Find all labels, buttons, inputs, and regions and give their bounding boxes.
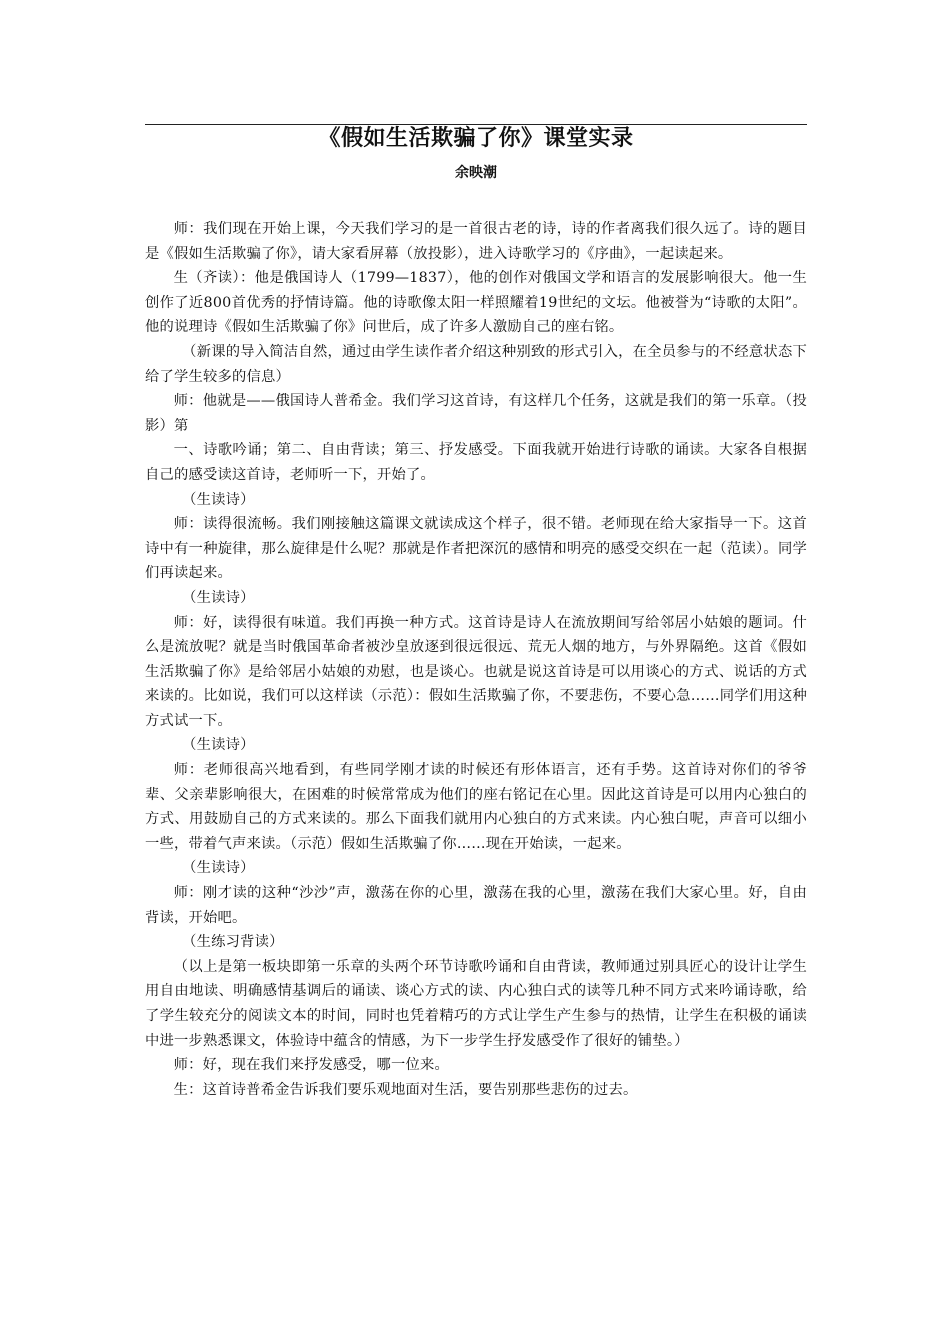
author-name: 余映潮 — [455, 165, 497, 181]
paragraph: 师：好，读得很有味道。我们再换一种方式。这首诗是诗人在流放期间写给邻居小姑娘的题词。什么是流放呢？就是当时俄国革命者被沙皇放逐到很远很远、荒无人烟的地方，与外界隔绝。这首《假如生活欺骗了你》是给邻居小姑娘的劝慰，也是谈心。也就是说这首诗是可以用谈心的方式、说话的方式来读的。比如说，我们可以这样读（示范）：假如生活欺骗了你，不要悲伤，不要心急……同学们用这种方式试一下。 — [145, 614, 807, 729]
commentary-paragraph: （新课的导入简洁自然，通过由学生读作者介绍这种别致的形式引入，在全员参与的不经意状态下给了学生较多的信息） — [145, 343, 807, 385]
document-body — [145, 217, 807, 1102]
stage-direction: （生读诗） — [182, 860, 255, 877]
stage-direction: （生练习背读） — [182, 934, 284, 951]
paragraph: 生（齐读）：他是俄国诗人（1799—1837），他的创作对俄国文学和语言的发展影响很大。他一生创作了近800首优秀的抒情诗篇。他的诗歌像太阳一样照耀着19世纪的文坛。他被誉为“诗歌的太阳”。他的说理诗《假如生活欺骗了你》问世后，成了许多人激励自己的座右铭。 — [145, 270, 807, 336]
paragraph: 师：刚才读的这种“沙沙”声，激荡在你的心里，激荡在我的心里，激荡在我们大家心里。好，自由背读，开始吧。 — [145, 885, 807, 926]
paragraph: 师：他就是——俄国诗人普希金。我们学习这首诗，有这样几个任务，这就是我们的第一乐章。（投影）第 — [145, 393, 807, 434]
stage-direction: （生读诗） — [182, 737, 255, 754]
document-title: 《假如生活欺骗了你》课堂实录 — [318, 126, 634, 151]
commentary-paragraph: （以上是第一板块即第一乐章的头两个环节诗歌吟诵和自由背读，教师通过别具匠心的设计让学生用自由地读、明确感情基调后的诵读、谈心方式的读、内心独白式的读等几种不同方式来吟诵诗歌，给了学生较充分的阅读文本的时间，同时也凭着精巧的方式让学生产生参与的热情，让学生在积极的诵读中进一步熟悉课文，体验诗中蕴含的情感，为下一步学生抒发感受作了很好的铺垫。） — [145, 958, 807, 1049]
paragraph: 师：读得很流畅。我们刚接触这篇课文就读成这个样子，很不错。老师现在给大家指导一下。这首诗中有一种旋律，那么旋律是什么呢？那就是作者把深沉的感情和明亮的感受交织在一起（范读）。同学们再读起来。 — [145, 516, 807, 582]
paragraph: 师：老师很高兴地看到，有些同学刚才读的时候还有形体语言，还有手势。这首诗对你们的爷爷辈、父亲辈影响很大，在困难的时候常常成为他们的座右铭记在心里。因此这首诗是可以用内心独白的方式、用鼓励自己的方式来读的。那么下面我们就用内心独白的方式来读。内心独白呢，声音可以细小一些，带着气声来读。（示范）假如生活欺骗了你……现在开始读，一起来。 — [145, 762, 807, 852]
paragraph: 生：这首诗普希金告诉我们要乐观地面对生活，要告别那些悲伤的过去。 — [173, 1081, 638, 1098]
paragraph: 师：好，现在我们来抒发感受，哪一位来。 — [173, 1057, 450, 1074]
stage-direction: （生读诗） — [182, 491, 255, 508]
stage-direction: （生读诗） — [182, 589, 255, 606]
paragraph: 一、诗歌吟诵；第二、自由背读；第三、抒发感受。下面我就开始进行诗歌的诵读。大家各自根据自己的感受读这首诗，老师听一下，开始了。 — [145, 442, 807, 483]
paragraph: 师：我们现在开始上课，今天我们学习的是一首很古老的诗，诗的作者离我们很久远了。诗的题目是《假如生活欺骗了你》，请大家看屏幕（放投影），进入诗歌学习的《序曲》，一起读起来。 — [145, 221, 807, 262]
